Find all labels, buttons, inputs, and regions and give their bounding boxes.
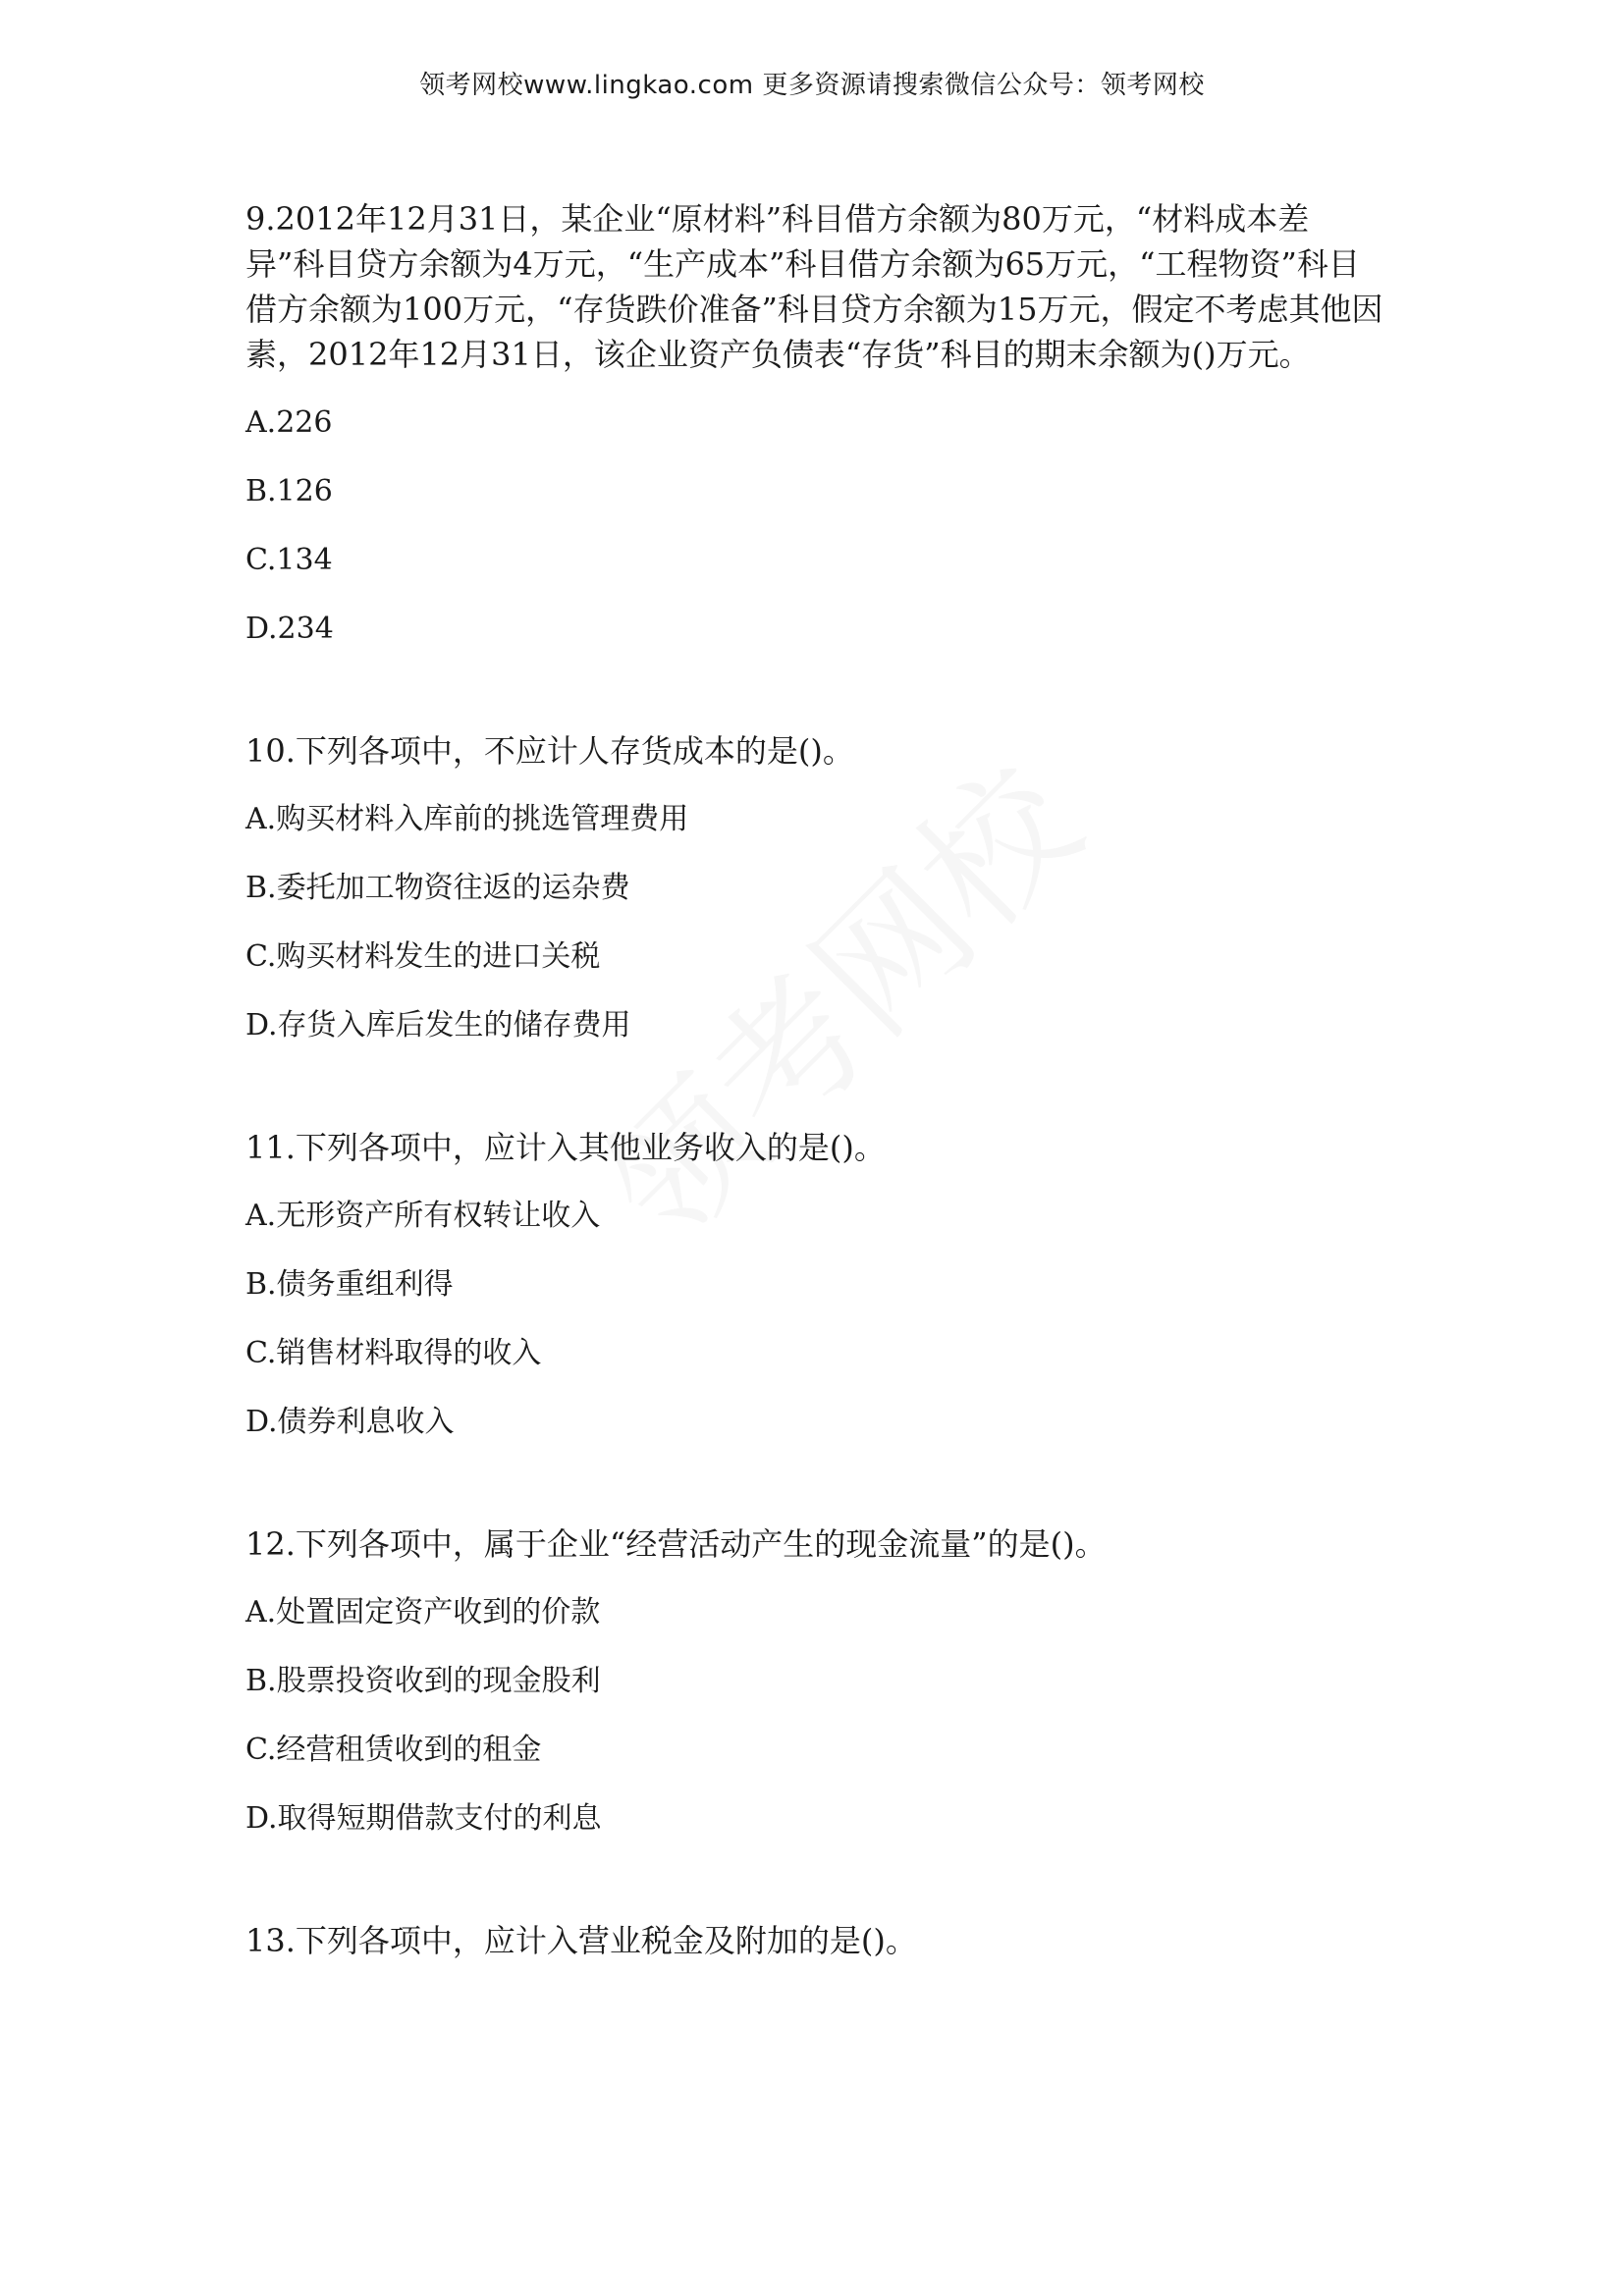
option-c: C.134 [245, 543, 333, 577]
question-10 [245, 728, 1384, 1048]
option-c: C.销售材料取得的收入 [245, 1336, 542, 1370]
option-a: A.购买材料入库前的挑选管理费用 [245, 802, 689, 836]
option-a: A.处置固定资产收到的价款 [245, 1595, 601, 1629]
option-a: A.无形资产所有权转让收入 [245, 1199, 601, 1233]
option-c: C.经营租赁收到的租金 [245, 1733, 542, 1767]
question-9 [245, 196, 1384, 652]
question-11 [245, 1125, 1384, 1445]
option-list [245, 1590, 1384, 1842]
question-12 [245, 1522, 1384, 1842]
option-d: D.取得短期借款支付的利息 [245, 1801, 602, 1836]
question-list [245, 196, 1384, 1963]
option-b: B.股票投资收到的现金股利 [245, 1664, 601, 1698]
option-list [245, 400, 1384, 652]
option-list [245, 1194, 1384, 1445]
question-stem: 11.下列各项中，应计入其他业务收入的是()。 [245, 1129, 886, 1166]
question-13 [245, 1918, 1384, 1963]
question-stem: 13.下列各项中，应计入营业税金及附加的是()。 [245, 1922, 917, 1959]
question-stem: 12.下列各项中，属于企业“经营活动产生的现金流量”的是()。 [245, 1525, 1107, 1563]
option-a: A.226 [245, 405, 333, 440]
option-d: D.234 [245, 612, 334, 646]
option-b: B.债务重组利得 [245, 1267, 454, 1302]
question-stem: 9.2012年12月31日，某企业“原材料”科目借方余额为80万元，“材料成本差异”科目贷方余额为4万元，“生产成本”科目借方余额为65万元，“工程物资”科目借方余额为100万元，“存货跌价准备”科目贷方余额为15万元，假定不考虑其他因素，2012年12月31日，该企业资产负债表“存货”科目的期末余额为()万元。 [245, 200, 1383, 373]
option-d: D.债券利息收入 [245, 1405, 455, 1439]
page-header: 领考网校www.lingkao.com 更多资源请搜索微信公众号：领考网校 [419, 71, 1205, 100]
option-b: B.委托加工物资往返的运杂费 [245, 871, 630, 905]
question-stem: 10.下列各项中，不应计人存货成本的是()。 [245, 732, 854, 770]
option-d: D.存货入库后发生的储存费用 [245, 1008, 631, 1042]
option-c: C.购买材料发生的进口关税 [245, 939, 601, 974]
option-list [245, 797, 1384, 1048]
option-b: B.126 [245, 474, 333, 508]
